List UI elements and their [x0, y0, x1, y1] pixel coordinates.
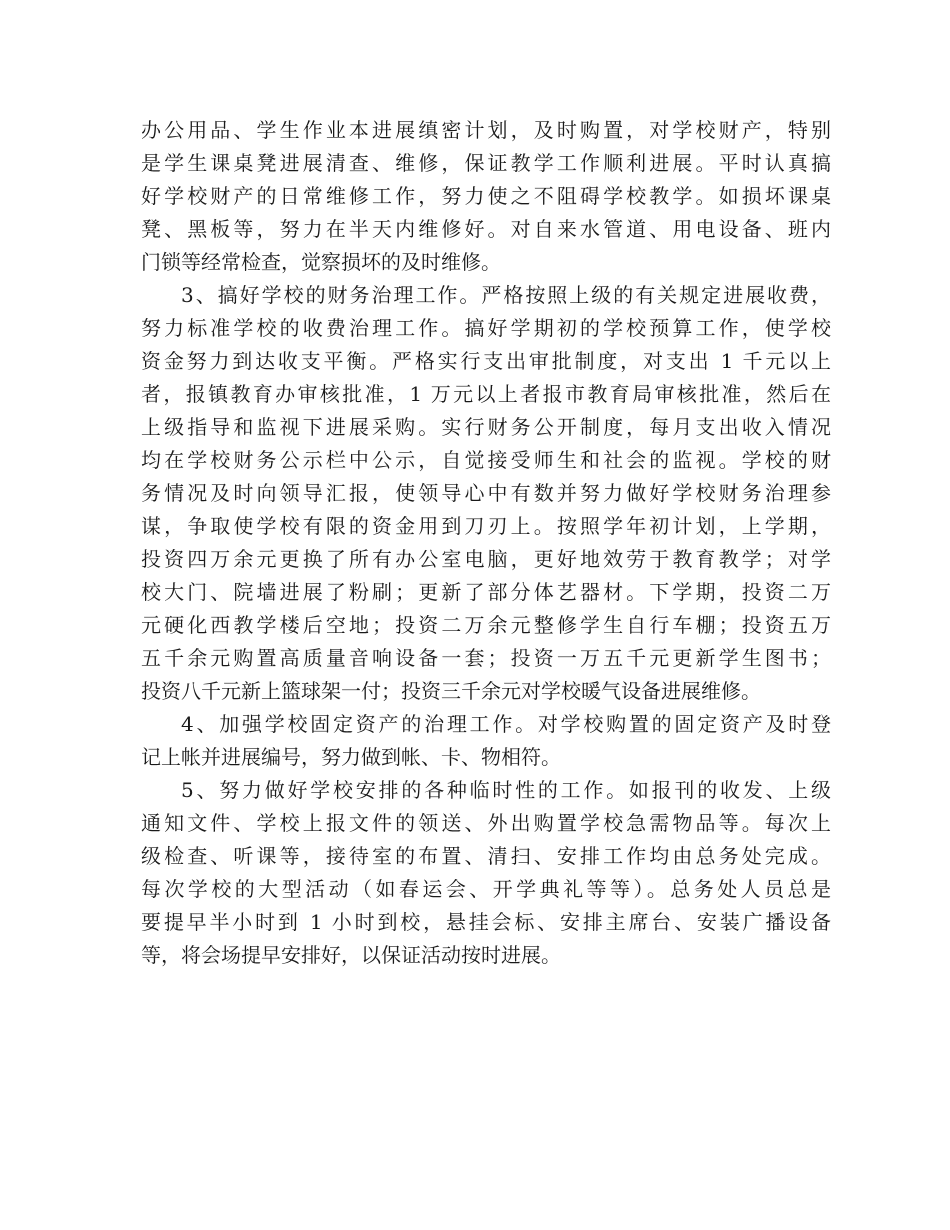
text-line: 是学生课桌凳进展清查、维修，保证教学工作顺利进展。平时认真搞 [141, 151, 831, 175]
text-line: 上级指导和监视下进展采购。实行财务公开制度，每月支出收入情况 [141, 415, 831, 439]
text-line: 投资四万余元更换了所有办公室电脑，更好地效劳于教育教学；对学 [141, 547, 831, 571]
paragraph-4-first-line: 4、加强学校固定资产的治理工作。对学校购置的固定资产及时登 [181, 712, 831, 736]
text-line: 元硬化西教学楼后空地；投资二万余元整修学生自行车棚；投资五万 [141, 613, 831, 637]
text-line: 资金努力到达收支平衡。严格实行支出审批制度，对支出 1 千元以上 [141, 349, 831, 373]
text-line: 凳、黑板等，努力在半天内维修好。对自来水管道、用电设备、班内 [141, 217, 831, 241]
text-line: 记上帐并进展编号，努力做到帐、卡、物相符。 [141, 745, 561, 769]
paragraph-5-first-line: 5、努力做好学校安排的各种临时性的工作。如报刊的收发、上级 [181, 778, 831, 802]
text-line: 好学校财产的日常维修工作，努力使之不阻碍学校教学。如损坏课桌 [141, 184, 831, 208]
text-line: 办公用品、学生作业本进展缜密计划，及时购置，对学校财产，特别 [141, 118, 831, 142]
text-line: 投资八千元新上篮球架一付；投资三千余元对学校暖气设备进展维修。 [141, 679, 761, 703]
text-line: 校大门、院墙进展了粉刷；更新了部分体艺器材。下学期，投资二万 [141, 580, 831, 604]
text-line: 等，将会场提早安排好，以保证活动按时进展。 [141, 943, 561, 967]
document-body [141, 114, 831, 972]
text-line: 者，报镇教育办审核批准，1 万元以上者报市教育局审核批准，然后在 [141, 382, 831, 406]
text-line: 努力标准学校的收费治理工作。搞好学期初的学校预算工作，使学校 [141, 316, 831, 340]
text-line: 要提早半小时到 1 小时到校，悬挂会标、安排主席台、安装广播设备 [141, 910, 831, 934]
text-line: 谋，争取使学校有限的资金用到刀刃上。按照学年初计划，上学期， [141, 514, 831, 538]
text-line: 每次学校的大型活动（如春运会、开学典礼等等）。总务处人员总是 [141, 877, 831, 901]
text-line: 级检查、听课等，接待室的布置、清扫、安排工作均由总务处完成。 [141, 844, 831, 868]
text-line: 均在学校财务公示栏中公示，自觉接受师生和社会的监视。学校的财 [141, 448, 831, 472]
text-line: 门锁等经常检查，觉察损坏的及时维修。 [141, 250, 501, 274]
text-line: 务情况及时向领导汇报，使领导心中有数并努力做好学校财务治理参 [141, 481, 831, 505]
text-line: 五千余元购置高质量音响设备一套；投资一万五千元更新学生图书； [141, 646, 831, 670]
paragraph-3-first-line: 3、搞好学校的财务治理工作。严格按照上级的有关规定进展收费， [181, 283, 831, 307]
text-line: 通知文件、学校上报文件的领送、外出购置学校急需物品等。每次上 [141, 811, 831, 835]
